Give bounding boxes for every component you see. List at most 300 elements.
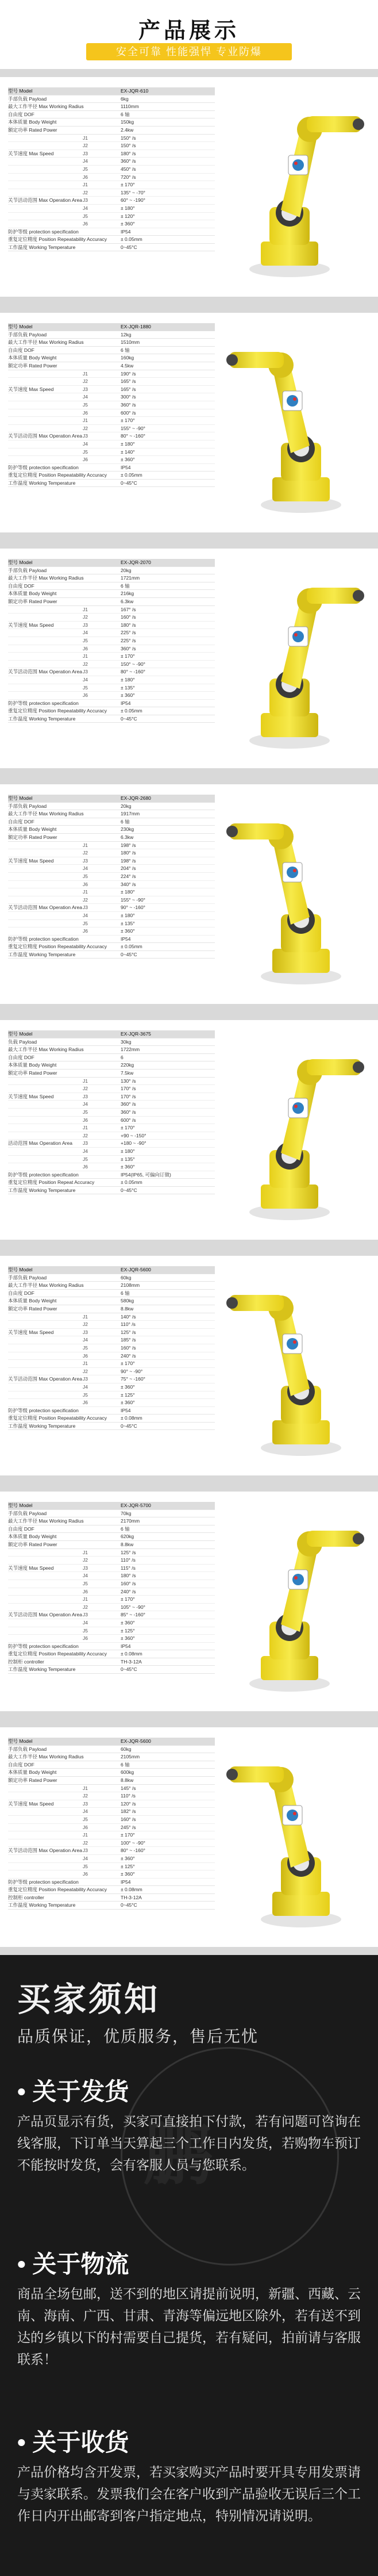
joint-id: J4 [83, 440, 88, 447]
spec-value: TH-3-12A [121, 1894, 142, 1900]
joint-group-label: 关节活动范围 Max Operation Area [8, 1612, 82, 1618]
joint-group-label [8, 1078, 83, 1085]
spec-row [8, 347, 215, 355]
model-row [8, 87, 215, 95]
spec-key: 手部负载 Payload [8, 1274, 47, 1281]
joint-row [8, 676, 215, 684]
spec-row [8, 1423, 215, 1431]
joint-group-label [8, 1580, 83, 1588]
joint-value: 180° /s [121, 150, 136, 156]
joint-row [8, 873, 215, 881]
joint-value: ± 170° [121, 417, 135, 424]
spec-row [8, 1894, 215, 1902]
spec-value: 2105mm [121, 1754, 140, 1760]
joint-id: J6 [83, 1164, 88, 1170]
spec-value: ± 0.05mm [121, 708, 142, 714]
joint-value: 720° /s [121, 174, 136, 180]
spec-value: 220kg [121, 1062, 134, 1068]
joint-row [8, 1383, 215, 1392]
joint-id: J2 [83, 425, 88, 431]
joint-id: J3 [83, 1800, 88, 1807]
joint-row [8, 1816, 215, 1824]
model-value: EX-JQR-5700 [121, 1502, 151, 1508]
spec-value: TH-3-12A [121, 1658, 142, 1665]
spec-row [8, 1054, 215, 1062]
joint-row [8, 614, 215, 622]
robot-arm-image [221, 1736, 370, 1932]
model-label: 型号 Model [8, 795, 33, 801]
joint-row [8, 1635, 215, 1643]
joint-row [8, 1140, 215, 1148]
spec-row [8, 700, 215, 708]
joint-row [8, 1368, 215, 1376]
joint-id: J2 [83, 1839, 88, 1846]
joint-value: 60° ~ -190° [121, 197, 145, 204]
joint-value: 160° /s [121, 1344, 136, 1351]
spec-row [8, 1282, 215, 1290]
joint-row [8, 456, 215, 464]
joint-group-label [8, 1635, 83, 1642]
joint-row [8, 653, 215, 661]
spec-row [8, 464, 215, 472]
joint-id: J1 [83, 606, 88, 612]
joint-id: J5 [83, 637, 88, 643]
spec-key: 手部负载 Payload [8, 567, 47, 573]
joint-value: 150° /s [121, 143, 136, 149]
joint-id: J4 [83, 676, 88, 683]
section-title-shipping: • 关于发货 [17, 2078, 129, 2105]
page-title: 产品展示 [138, 19, 240, 43]
joint-id: J2 [83, 1604, 88, 1610]
joint-row [8, 220, 215, 228]
spec-key: 额定功率 Rated Power [8, 1541, 57, 1547]
joint-group-label [8, 920, 83, 927]
robot-arm-image [221, 86, 370, 282]
joint-value: 135° ~ -70° [121, 189, 145, 195]
joint-id: J1 [83, 842, 88, 848]
joint-value: 167° /s [121, 606, 136, 612]
spec-key: 额定功率 Rated Power [8, 362, 57, 369]
joint-id: J1 [83, 182, 88, 188]
joint-value: 145° /s [121, 1785, 136, 1791]
joint-value: ± 360° [121, 692, 135, 699]
joint-value: 600° /s [121, 1117, 136, 1123]
joint-id: J6 [83, 881, 88, 887]
spec-value: 1510mm [121, 339, 140, 346]
joint-value: ± 180° [121, 889, 135, 895]
spec-value: ± 0.08mm [121, 1415, 142, 1421]
spec-value: ± 0.05mm [121, 472, 142, 478]
joint-id: J3 [83, 1565, 88, 1571]
joint-value: 240° /s [121, 1588, 136, 1594]
card-divider [0, 1483, 378, 1492]
joint-id: J3 [83, 669, 88, 675]
spec-value: 160kg [121, 355, 134, 361]
joint-id: J5 [83, 1156, 88, 1162]
spec-row [8, 1525, 215, 1534]
joint-value: ± 360° [121, 1164, 135, 1170]
spec-key: 工作温度 Working Temperature [8, 951, 76, 957]
spec-value: 6 轴 [121, 1290, 130, 1296]
joint-value: 125° /s [121, 1329, 136, 1335]
spec-value: 6 轴 [121, 111, 130, 117]
spec-key: 防护等级 protection specification [8, 464, 79, 470]
spec-row [8, 118, 215, 126]
spec-value: ± 0.05mm [121, 944, 142, 950]
joint-group-label [8, 1368, 83, 1375]
joint-value: +90 ~ -150° [121, 1132, 146, 1138]
joint-group-label [8, 873, 83, 880]
joint-value: 180° /s [121, 850, 136, 856]
joint-id: J5 [83, 1344, 88, 1351]
joint-group-label [8, 213, 83, 220]
joint-group-label [8, 881, 83, 888]
joint-value: 75° ~ -160° [121, 1376, 145, 1382]
spec-row [8, 1046, 215, 1054]
spec-value: 6kg [121, 95, 129, 102]
joint-group-label [8, 661, 83, 668]
joint-row [8, 150, 215, 158]
spec-key: 重复定位精度 Position Repeatability Accuracy [8, 708, 107, 714]
joint-row [8, 205, 215, 213]
joint-group-label [8, 1557, 83, 1564]
joint-group-label [8, 629, 83, 637]
joint-group-label [8, 1619, 83, 1627]
joint-id: J6 [83, 1117, 88, 1123]
joint-value: 360° /s [121, 1109, 136, 1115]
joint-id: J6 [83, 457, 88, 463]
spec-row [8, 111, 215, 119]
spec-key: 额定功率 Rated Power [8, 1305, 57, 1312]
spec-value: 6 [121, 1054, 124, 1060]
robot-arm-image [221, 793, 370, 989]
spec-value: 6 轴 [121, 818, 130, 825]
spec-value: 2.4kw [121, 126, 134, 133]
spec-value: 1917mm [121, 811, 140, 817]
robot-arm-image [221, 1029, 370, 1225]
joint-row [8, 401, 215, 409]
joint-id: J2 [83, 378, 88, 385]
spec-row [8, 1886, 215, 1894]
model-row [8, 795, 215, 803]
spec-key: 自由度 DOF [8, 1290, 34, 1296]
spec-value: 0~45°C [121, 1187, 137, 1193]
joint-group-label [8, 142, 83, 150]
joint-group-label [8, 614, 83, 621]
joint-group-label: 关节活动范围 Max Operation Area [8, 669, 82, 675]
joint-row [8, 896, 215, 904]
joint-id: J2 [83, 850, 88, 856]
joint-value: 185° /s [121, 1337, 136, 1343]
model-row [8, 1502, 215, 1510]
joint-value: 85° ~ -160° [121, 1612, 145, 1618]
joint-group-label [8, 912, 83, 919]
spec-table [8, 87, 215, 251]
joint-group-label [8, 927, 83, 935]
spec-value: 580kg [121, 1298, 134, 1304]
spec-row [8, 1305, 215, 1313]
spec-key: 最大工作半径 Max Working Radius [8, 1754, 84, 1760]
joint-row [8, 432, 215, 440]
spec-key: 最大工作半径 Max Working Radius [8, 339, 84, 346]
spec-value: ± 0.08mm [121, 1887, 142, 1893]
joint-row [8, 417, 215, 425]
joint-row [8, 181, 215, 189]
notice-title: 买家须知 [17, 1981, 160, 2018]
spec-key: 防护等级 protection specification [8, 1407, 79, 1413]
joint-group-label: 活动范围 Max Operation Area [8, 1140, 72, 1147]
joint-value: 340° /s [121, 881, 136, 887]
joint-group-label: 关节活动范围 Max Operation Area [8, 904, 82, 911]
spec-row [8, 1666, 215, 1674]
spec-value: IP54 [121, 228, 131, 235]
card-divider [0, 1711, 378, 1719]
joint-value: ± 170° [121, 1360, 135, 1367]
joint-value: 160° /s [121, 614, 136, 620]
joint-value: 360° /s [121, 1101, 136, 1107]
spec-row [8, 1769, 215, 1777]
spec-value: 230kg [121, 826, 134, 833]
joint-row [8, 440, 215, 448]
spec-value: IP54 [121, 1643, 131, 1649]
spec-row [8, 126, 215, 135]
joint-id: J4 [83, 865, 88, 872]
watermark-glyph: 鹏 [144, 2113, 213, 2194]
spec-key: 负载 Payload [8, 1038, 37, 1045]
card-divider [0, 1240, 378, 1248]
joint-group-label [8, 1588, 83, 1596]
spec-value: 2108mm [121, 1282, 140, 1289]
spec-value: ± 0.05mm [121, 1179, 142, 1186]
model-value: EX-JQR-5600 [121, 1738, 151, 1744]
joint-id: J4 [83, 1101, 88, 1107]
joint-id: J6 [83, 1352, 88, 1359]
joint-id: J2 [83, 1368, 88, 1374]
joint-id: J6 [83, 221, 88, 227]
joint-id: J1 [83, 417, 88, 424]
joint-group-label [8, 1549, 83, 1557]
joint-value: ± 140° [121, 448, 135, 455]
spec-row [8, 1777, 215, 1785]
joint-group-label [8, 409, 83, 417]
joint-id: J1 [83, 1360, 88, 1367]
spec-key: 重复定位精度 Position Repeatability Accuracy [8, 944, 107, 950]
joint-value: ± 360° [121, 1635, 135, 1642]
spec-row [8, 362, 215, 370]
spec-row [8, 715, 215, 723]
joint-row [8, 645, 215, 653]
joint-group-label [8, 888, 83, 896]
spec-key: 最大工作半径 Max Working Radius [8, 103, 84, 110]
section-body-shipping: 产品页显示有货，买家可直接拍下付款，若有问题可咨询在线客服，下订单当天算起三个工作日内发货，若购物车预订不能按时发货，会有客服人员与您联系。 [17, 2114, 361, 2172]
spec-value: 12kg [121, 331, 132, 338]
joint-row [8, 1117, 215, 1125]
spec-value: ± 0.05mm [121, 236, 142, 243]
spec-value: 4.5kw [121, 362, 134, 369]
spec-key: 防护等级 protection specification [8, 1171, 79, 1178]
spec-row [8, 480, 215, 488]
joint-value: 600° /s [121, 409, 136, 416]
spec-row [8, 1274, 215, 1282]
joint-id: J5 [83, 1580, 88, 1586]
joint-row [8, 1156, 215, 1164]
spec-row [8, 1761, 215, 1769]
joint-id: J5 [83, 448, 88, 455]
joint-value: 110° /s [121, 1557, 136, 1563]
joint-value: ± 125° [121, 1627, 135, 1634]
spec-value: 6.3kw [121, 598, 134, 604]
joint-value: ± 125° [121, 1863, 135, 1869]
spec-value: ± 0.08mm [121, 1651, 142, 1657]
joint-group-label [8, 645, 83, 653]
spec-row [8, 236, 215, 244]
spec-table [8, 559, 215, 723]
joint-value: 170° /s [121, 1086, 136, 1092]
spec-key: 本体质量 Body Weight [8, 355, 57, 361]
joint-group-label [8, 370, 83, 378]
joint-row [8, 1352, 215, 1360]
spec-key: 重复定位精度 Position Repeatability Accuracy [8, 236, 107, 243]
joint-value: ± 360° [121, 221, 135, 227]
joint-group-label [8, 166, 83, 173]
joint-value: 360° /s [121, 158, 136, 164]
joint-id: J1 [83, 1596, 88, 1603]
joint-id: J3 [83, 1847, 88, 1854]
joint-value: 120° /s [121, 1800, 136, 1807]
joint-value: 198° /s [121, 857, 136, 864]
joint-group-label [8, 1148, 83, 1155]
spec-key: 重复定位精度 Position Repeatability Accuracy [8, 1651, 107, 1657]
joint-id: J5 [83, 873, 88, 879]
joint-id: J3 [83, 622, 88, 628]
joint-value: 360° /s [121, 645, 136, 651]
joint-group-label [8, 676, 83, 684]
joint-id: J6 [83, 1871, 88, 1877]
joint-value: ± 135° [121, 920, 135, 926]
spec-row [8, 354, 215, 362]
model-label: 型号 Model [8, 1031, 33, 1037]
joint-id: J2 [83, 614, 88, 620]
spec-value: 6 轴 [121, 582, 130, 589]
joint-group-label [8, 1596, 83, 1603]
joint-group-label [8, 653, 83, 660]
joint-value: 125° /s [121, 1549, 136, 1555]
spec-table [8, 1738, 215, 1910]
joint-group-label [8, 205, 83, 212]
spec-row [8, 1179, 215, 1187]
spec-row [8, 1297, 215, 1305]
joint-id: J4 [83, 630, 88, 636]
joint-group-label [8, 1808, 83, 1815]
joint-value: ± 170° [121, 653, 135, 660]
joint-id: J5 [83, 920, 88, 926]
card-divider [0, 305, 378, 313]
spec-key: 额定功率 Rated Power [8, 126, 57, 133]
spec-row [8, 1414, 215, 1423]
spec-row [8, 1038, 215, 1046]
product-card [0, 540, 378, 776]
spec-key: 防护等级 protection specification [8, 700, 79, 706]
joint-id: J5 [83, 1863, 88, 1869]
joint-id: J4 [83, 205, 88, 211]
joint-group-label [8, 1109, 83, 1116]
joint-row [8, 684, 215, 692]
spec-key: 额定功率 Rated Power [8, 1777, 57, 1783]
joint-value: ± 360° [121, 1400, 135, 1406]
model-label: 型号 Model [8, 1502, 33, 1508]
joint-id: J5 [83, 684, 88, 691]
joint-group-label [8, 1572, 83, 1580]
joint-value: ± 180° [121, 676, 135, 683]
joint-value: 155° ~ -90° [121, 896, 145, 903]
joint-row [8, 1109, 215, 1117]
joint-id: J3 [83, 1376, 88, 1382]
joint-id: J2 [83, 189, 88, 195]
joint-value: 182° /s [121, 1808, 136, 1815]
joint-row [8, 888, 215, 896]
model-label: 型号 Model [8, 324, 33, 329]
card-divider [0, 1719, 378, 1727]
spec-value: 60kg [121, 1746, 132, 1752]
spec-row [8, 1171, 215, 1179]
spec-key: 防护等级 protection specification [8, 936, 79, 942]
spec-key: 防护等级 protection specification [8, 228, 79, 235]
robot-arm-image [221, 558, 370, 753]
spec-row [8, 1643, 215, 1651]
joint-value: 150° /s [121, 135, 136, 141]
joint-group-label: 关节活动范围 Max Operation Area [8, 197, 82, 204]
spec-row [8, 826, 215, 834]
model-value: EX-JQR-610 [121, 88, 149, 94]
spec-value: 0~45°C [121, 1666, 137, 1673]
joint-value: ± 170° [121, 182, 135, 188]
joint-value: 245° /s [121, 1824, 136, 1830]
spec-value: 0~45°C [121, 244, 137, 250]
joint-id: J3 [83, 1612, 88, 1618]
model-value: EX-JQR-5600 [121, 1267, 151, 1272]
section-body-logistics: 商品全场包邮，送不到的地区请提前说明，新疆、西藏、云南、海南、广西、甘肃、青海等偏远地区除外，若有送不到达的乡镇以下的村需要自己提货，若有疑问，拍前请与客服联系！ [17, 2286, 361, 2367]
joint-row [8, 174, 215, 182]
joint-value: 90° ~ -90° [121, 1368, 143, 1374]
joint-group-label [8, 181, 83, 189]
joint-value: ± 120° [121, 213, 135, 219]
joint-value: 190° /s [121, 370, 136, 377]
joint-group-label [8, 189, 83, 197]
joint-group-label [8, 174, 83, 181]
joint-value: 180° /s [121, 622, 136, 628]
joint-value: 204° /s [121, 865, 136, 872]
joint-row [8, 1611, 215, 1619]
card-divider [0, 776, 378, 784]
joint-id: J1 [83, 1313, 88, 1320]
spec-row [8, 1061, 215, 1070]
joint-row [8, 1321, 215, 1329]
joint-row [8, 629, 215, 637]
spec-key: 最大工作半径 Max Working Radius [8, 575, 84, 581]
joint-id: J4 [83, 1855, 88, 1861]
spec-value: 8.8kw [121, 1541, 134, 1547]
joint-row [8, 1565, 215, 1573]
joint-group-label [8, 417, 83, 424]
joint-id: J4 [83, 1383, 88, 1390]
spec-key: 额定功率 Rated Power [8, 598, 57, 604]
joint-value: 110° /s [121, 1793, 136, 1799]
spec-key: 自由度 DOF [8, 1054, 34, 1060]
joint-id: J3 [83, 197, 88, 204]
joint-value: ± 180° [121, 912, 135, 918]
joint-value: 180° /s [121, 1573, 136, 1579]
joint-group-label [8, 1855, 83, 1862]
